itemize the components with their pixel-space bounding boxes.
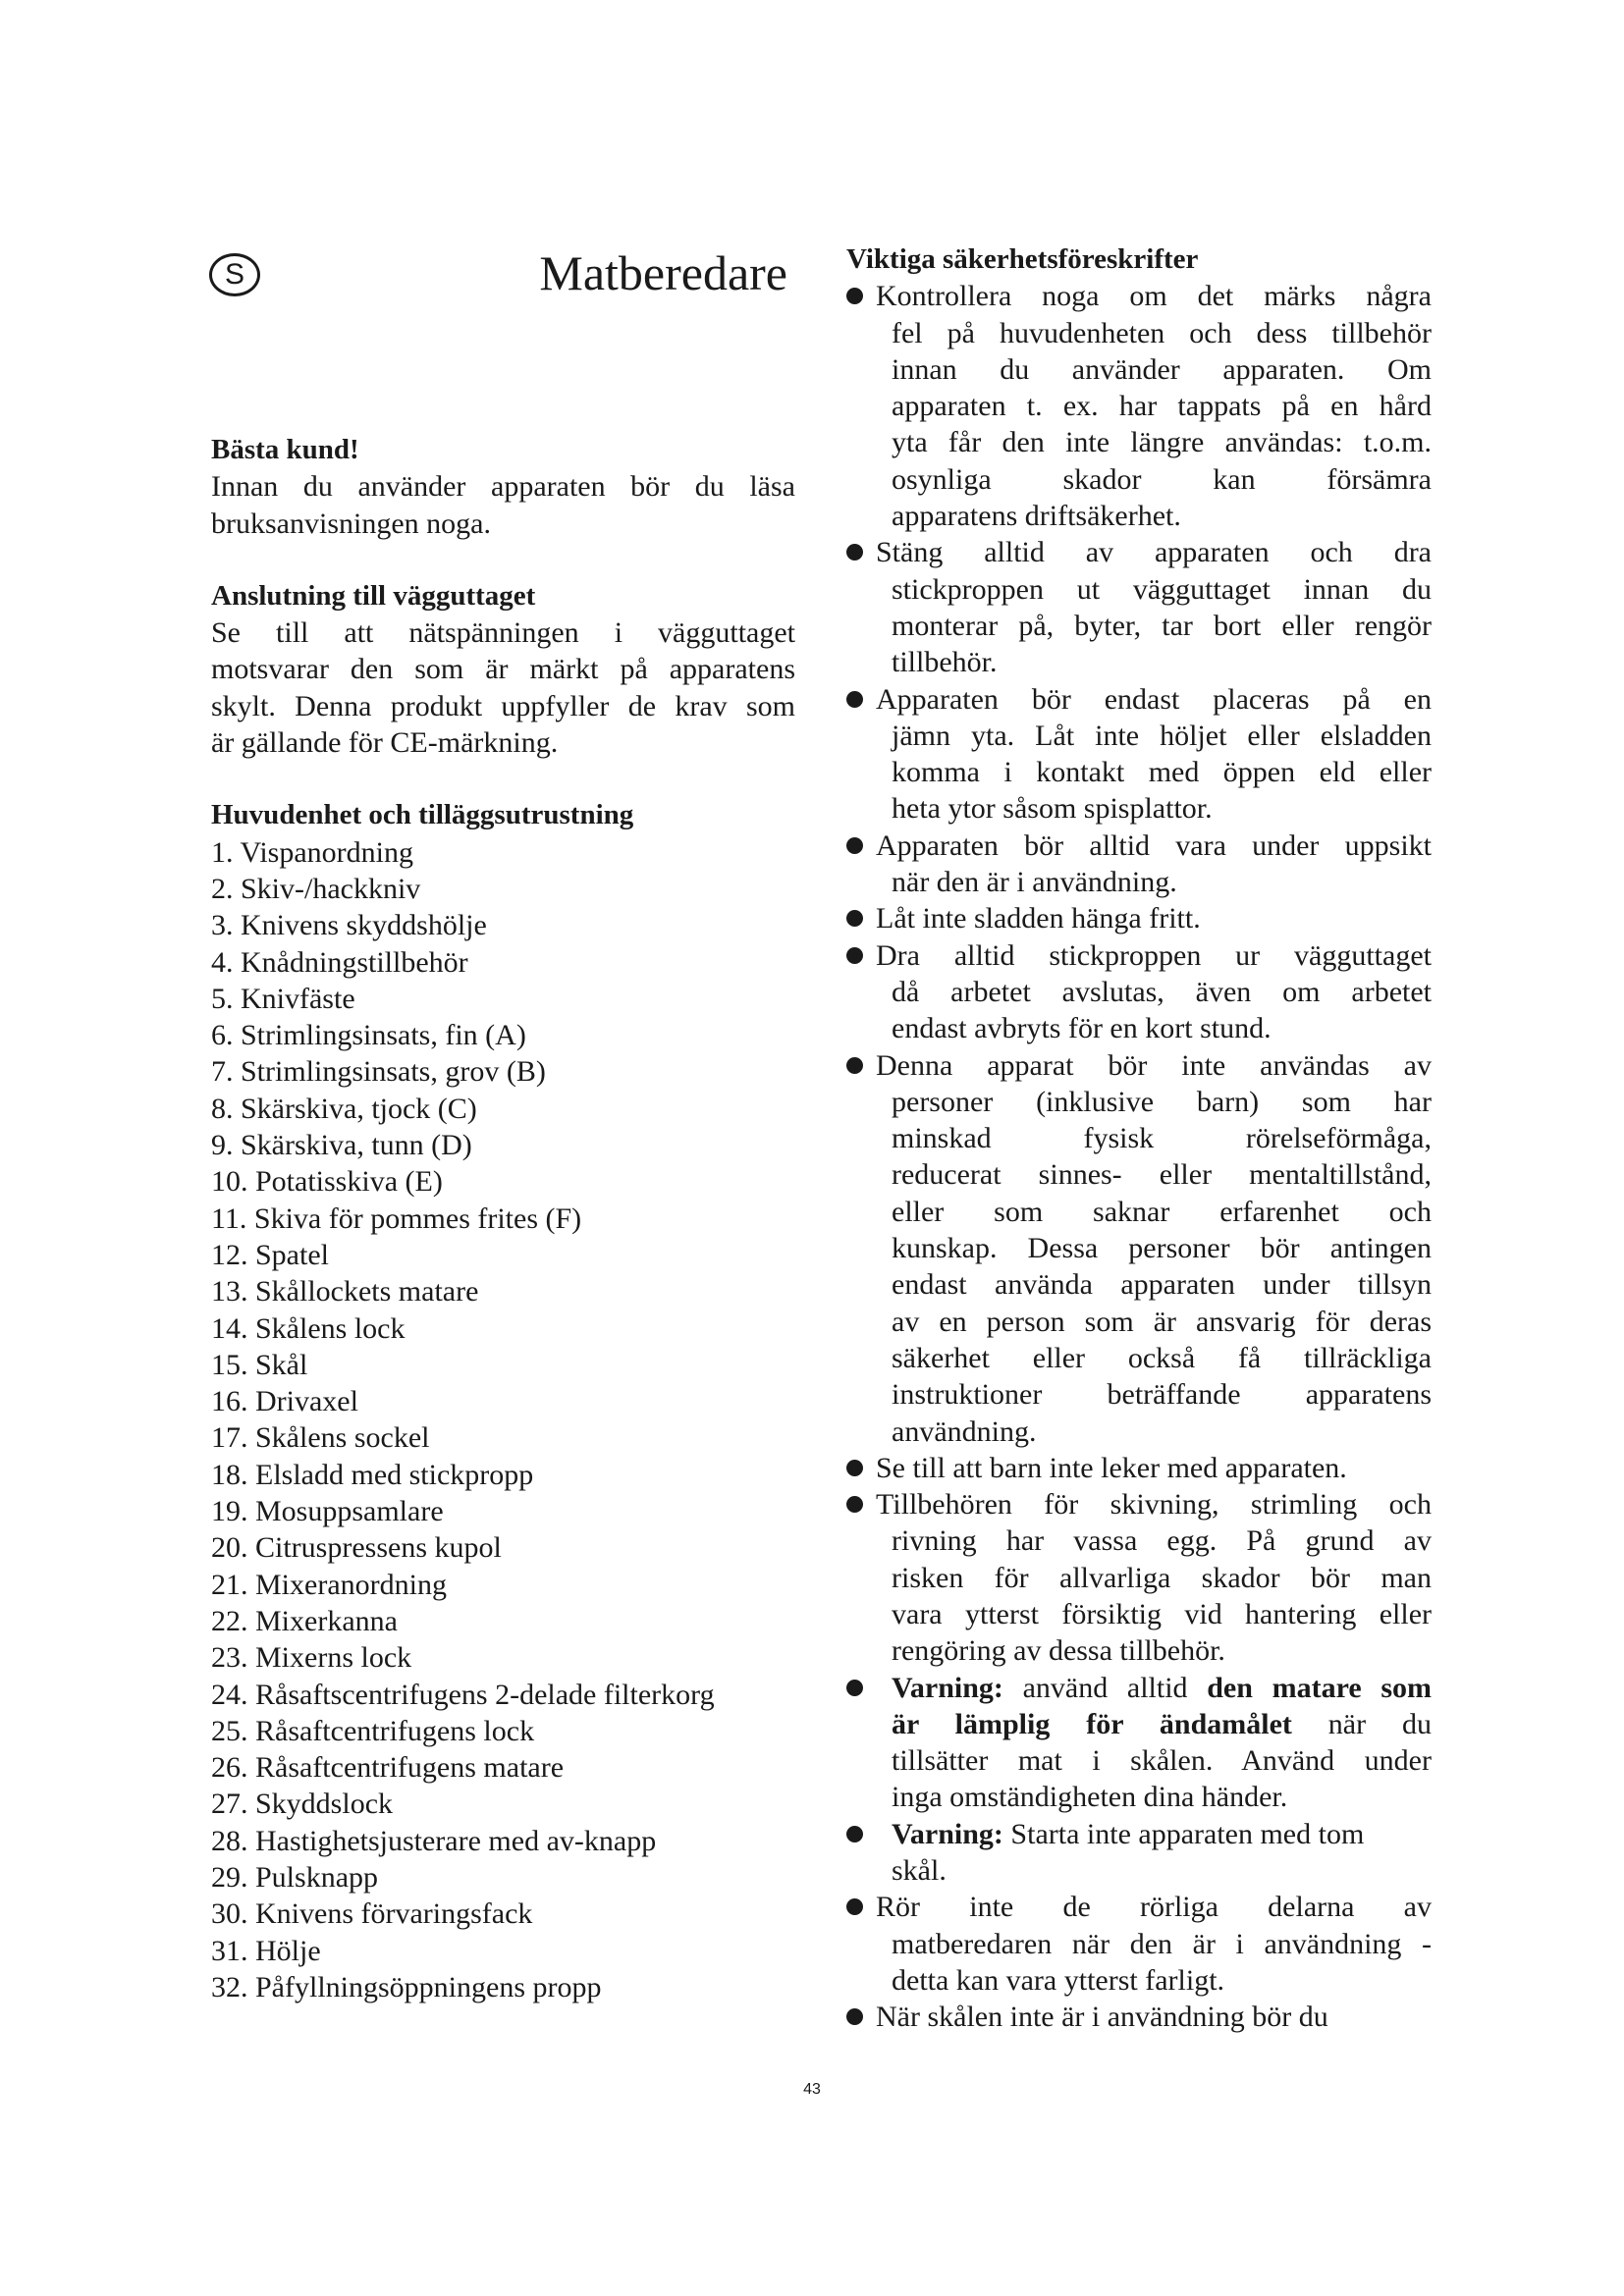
text-line: är gällande för CE-märkning. (211, 726, 559, 760)
text-line: inga omständigheten dina händer. (892, 1781, 1288, 1814)
bullet-icon (846, 1496, 863, 1513)
language-badge (209, 253, 260, 296)
text-line: innan du använder apparaten. Om (892, 352, 1432, 386)
bullet-icon (846, 288, 863, 304)
text-line (892, 1706, 1432, 1742)
text-line: personer (inklusive barn) som har (892, 1085, 1432, 1118)
safety-bullet (846, 534, 1432, 680)
bullet-icon (846, 691, 863, 708)
warning-label: Varning: (892, 1817, 1003, 1850)
list-item: 24. Råsaftscentrifugens 2-delade filterkorg (211, 1678, 715, 1711)
text-line: heta ytor såsom spisplattor. (892, 792, 1213, 826)
text-line: instruktioner beträffande apparatens (892, 1378, 1432, 1412)
text-line: Dra alltid stickproppen ur vägguttaget (876, 938, 1432, 972)
list-item: 15. Skål (211, 1348, 308, 1381)
text-line: vara ytterst försiktig vid hantering eller (892, 1597, 1432, 1630)
text-line (892, 1670, 1432, 1706)
list-item: 18. Elsladd med stickpropp (211, 1458, 534, 1491)
list-item: 7. Strimlingsinsats, grov (B) (211, 1055, 546, 1089)
warning-emphasis: den matare som (1207, 1671, 1432, 1704)
parts-heading: Huvudenhet och tilläggsutrustning (211, 799, 634, 831)
list-item: 13. Skållockets matare (211, 1275, 479, 1308)
text-line: motsvarar den som är märkt på apparatens (211, 653, 795, 686)
list-item: 19. Mosuppsamlare (211, 1495, 444, 1528)
text-line: matberedaren när den är i användning - (892, 1927, 1432, 1960)
text-line: användning. (892, 1415, 1037, 1448)
list-item: 3. Knivens skyddshölje (211, 909, 487, 942)
list-item: 2. Skiv-/hackkniv (211, 872, 421, 905)
bullet-icon (846, 910, 863, 927)
text-line: eller som saknar erfarenhet och (892, 1195, 1432, 1228)
text-line: stickproppen ut vägguttaget innan du (892, 572, 1432, 606)
text-line: tillsätter mat i skålen. Använd under (892, 1744, 1432, 1778)
bullet-icon (846, 1898, 863, 1915)
bullet-icon (846, 1460, 863, 1476)
right-column (846, 241, 1432, 2036)
connection-heading: Anslutning till vägguttaget (211, 579, 536, 612)
intro-section (211, 432, 795, 542)
text-line: minskad fysisk rörelseförmåga, (892, 1122, 1432, 1155)
text-line: Se till att barn inte leker med apparaten. (876, 1451, 1347, 1484)
safety-bullet (846, 1999, 1432, 2035)
text-line: risken för allvarliga skador bör man (892, 1561, 1432, 1594)
text-line: endast använda apparaten under tillsyn (892, 1268, 1432, 1302)
list-item: 23. Mixerns lock (211, 1641, 412, 1675)
safety-bullet (846, 1047, 1432, 1450)
text-line: När skålen inte är i användning bör du (876, 2001, 1328, 2034)
list-item: 32. Påfyllningsöppningens propp (211, 1970, 602, 2003)
text-line: apparaten t. ex. har tappats på en hård (892, 390, 1432, 423)
text-line: yta får den inte längre användas: t.o.m. (892, 426, 1432, 459)
left-column (211, 432, 795, 2005)
text-line: Stäng alltid av apparaten och dra (876, 536, 1432, 569)
text-line: Apparaten bör alltid vara under uppsikt (876, 828, 1432, 862)
text-line: komma i kontakt med öppen eld eller (892, 756, 1432, 789)
safety-bullet (846, 681, 1432, 828)
list-item: 1. Vispanordning (211, 835, 413, 869)
text-line: bruksanvisningen noga. (211, 507, 491, 540)
page-number: 43 (803, 2081, 821, 2098)
safety-bullet (846, 937, 1432, 1047)
list-item: 22. Mixerkanna (211, 1604, 398, 1637)
text-line: reducerat sinnes- eller mentaltillstånd, (892, 1158, 1432, 1192)
safety-bullet (846, 1889, 1432, 1999)
intro-text (211, 468, 795, 542)
safety-heading: Viktiga säkerhetsföreskrifter (846, 243, 1199, 275)
text-line: Denna apparat bör inte användas av (876, 1048, 1432, 1082)
list-item: 4. Knådningstillbehör (211, 945, 468, 979)
list-item: 5. Knivfäste (211, 982, 355, 1015)
text-line: skylt. Denna produkt uppfyller de krav som (211, 689, 795, 722)
text-line: Tillbehören för skivning, strimling och (876, 1488, 1432, 1522)
intro-heading: Bästa kund! (211, 434, 359, 465)
text-line: när den är i användning. (892, 866, 1177, 899)
text-line: av en person som är ansvarig för deras (892, 1305, 1432, 1338)
parts-list (211, 834, 795, 2006)
text-line: rengöring av dessa tillbehör. (892, 1634, 1225, 1668)
warning-text: använd alltid (1002, 1671, 1208, 1704)
text-line: Kontrollera noga om det märks några (876, 280, 1432, 313)
text-line: Rör inte de rörliga delarna av (876, 1891, 1432, 1924)
connection-section (211, 578, 795, 761)
text-line: då arbetet avslutas, även om arbetet (892, 975, 1432, 1008)
list-item: 28. Hastighetsjusterare med av-knapp (211, 1824, 657, 1857)
bullet-icon (846, 2008, 863, 2025)
text-line (892, 1816, 1432, 1852)
text-line: osynliga skador kan försämra (892, 462, 1432, 496)
connection-text (211, 614, 795, 761)
list-item: 10. Potatisskiva (E) (211, 1165, 443, 1199)
warning-text: Starta inte apparaten med tom (1002, 1817, 1365, 1850)
text-line: Låt inte sladden hänga fritt. (876, 902, 1201, 935)
text-line: apparatens driftsäkerhet. (892, 500, 1181, 533)
list-item: 21. Mixeranordning (211, 1568, 447, 1601)
list-item: 29. Pulsknapp (211, 1860, 379, 1894)
bullet-icon (846, 1057, 863, 1074)
text-line: säkerhet eller också få tillräckliga (892, 1341, 1432, 1374)
text-line: Se till att nätspänningen i vägguttaget (211, 616, 795, 650)
safety-bullet (846, 828, 1432, 901)
list-item: 11. Skiva för pommes frites (F) (211, 1201, 582, 1235)
safety-bullet (846, 1450, 1432, 1486)
text-line: detta kan vara ytterst farligt. (892, 1963, 1225, 1997)
text-line: monterar på, byter, tar bort eller rengör (892, 609, 1432, 642)
list-item: 26. Råsaftcentrifugens matare (211, 1751, 565, 1785)
warning-text: när du (1291, 1707, 1432, 1740)
bullet-icon (846, 947, 863, 964)
safety-bullet (846, 278, 1432, 534)
warning-label: Varning: (892, 1671, 1003, 1704)
list-item: 8. Skärskiva, tjock (C) (211, 1092, 477, 1125)
bullet-icon (846, 1680, 863, 1696)
safety-bullet-warning (846, 1816, 1432, 1890)
safety-bullet-warning (846, 1670, 1432, 1816)
page-title: Matberedare (539, 245, 787, 300)
text-line: kunskap. Dessa personer bör antingen (892, 1232, 1432, 1265)
warning-emphasis: är lämplig för ändamålet (892, 1707, 1292, 1740)
list-item: 30. Knivens förvaringsfack (211, 1897, 533, 1931)
bullet-icon (846, 544, 863, 561)
text-line: rivning har vassa egg. På grund av (892, 1524, 1432, 1558)
bullet-icon (846, 837, 863, 854)
text-line: Apparaten bör endast placeras på en (876, 682, 1432, 716)
text-line: skål. (892, 1854, 947, 1888)
list-item: 20. Citruspressens kupol (211, 1531, 502, 1565)
bullet-icon (846, 1826, 863, 1842)
list-item: 6. Strimlingsinsats, fin (A) (211, 1019, 526, 1052)
text-line: jämn yta. Låt inte höljet eller elsladden (892, 719, 1432, 752)
text-line: endast avbryts för en kort stund. (892, 1012, 1272, 1045)
list-item: 14. Skålens lock (211, 1311, 406, 1345)
list-item: 12. Spatel (211, 1238, 329, 1271)
list-item: 9. Skärskiva, tunn (D) (211, 1129, 472, 1162)
language-badge-letter: S (224, 258, 244, 291)
list-item: 27. Skyddslock (211, 1788, 394, 1821)
list-item: 25. Råsaftcentrifugens lock (211, 1714, 535, 1747)
text-line: tillbehör. (892, 646, 998, 679)
text-line: Innan du använder apparaten bör du läsa (211, 470, 795, 504)
safety-bullet (846, 900, 1432, 936)
list-item: 17. Skålens sockel (211, 1421, 430, 1455)
safety-bullet (846, 1486, 1432, 1669)
parts-section (211, 797, 795, 2005)
text-line: fel på huvudenheten och dess tillbehör (892, 316, 1432, 349)
list-item: 16. Drivaxel (211, 1385, 358, 1418)
list-item: 31. Hölje (211, 1934, 321, 1967)
